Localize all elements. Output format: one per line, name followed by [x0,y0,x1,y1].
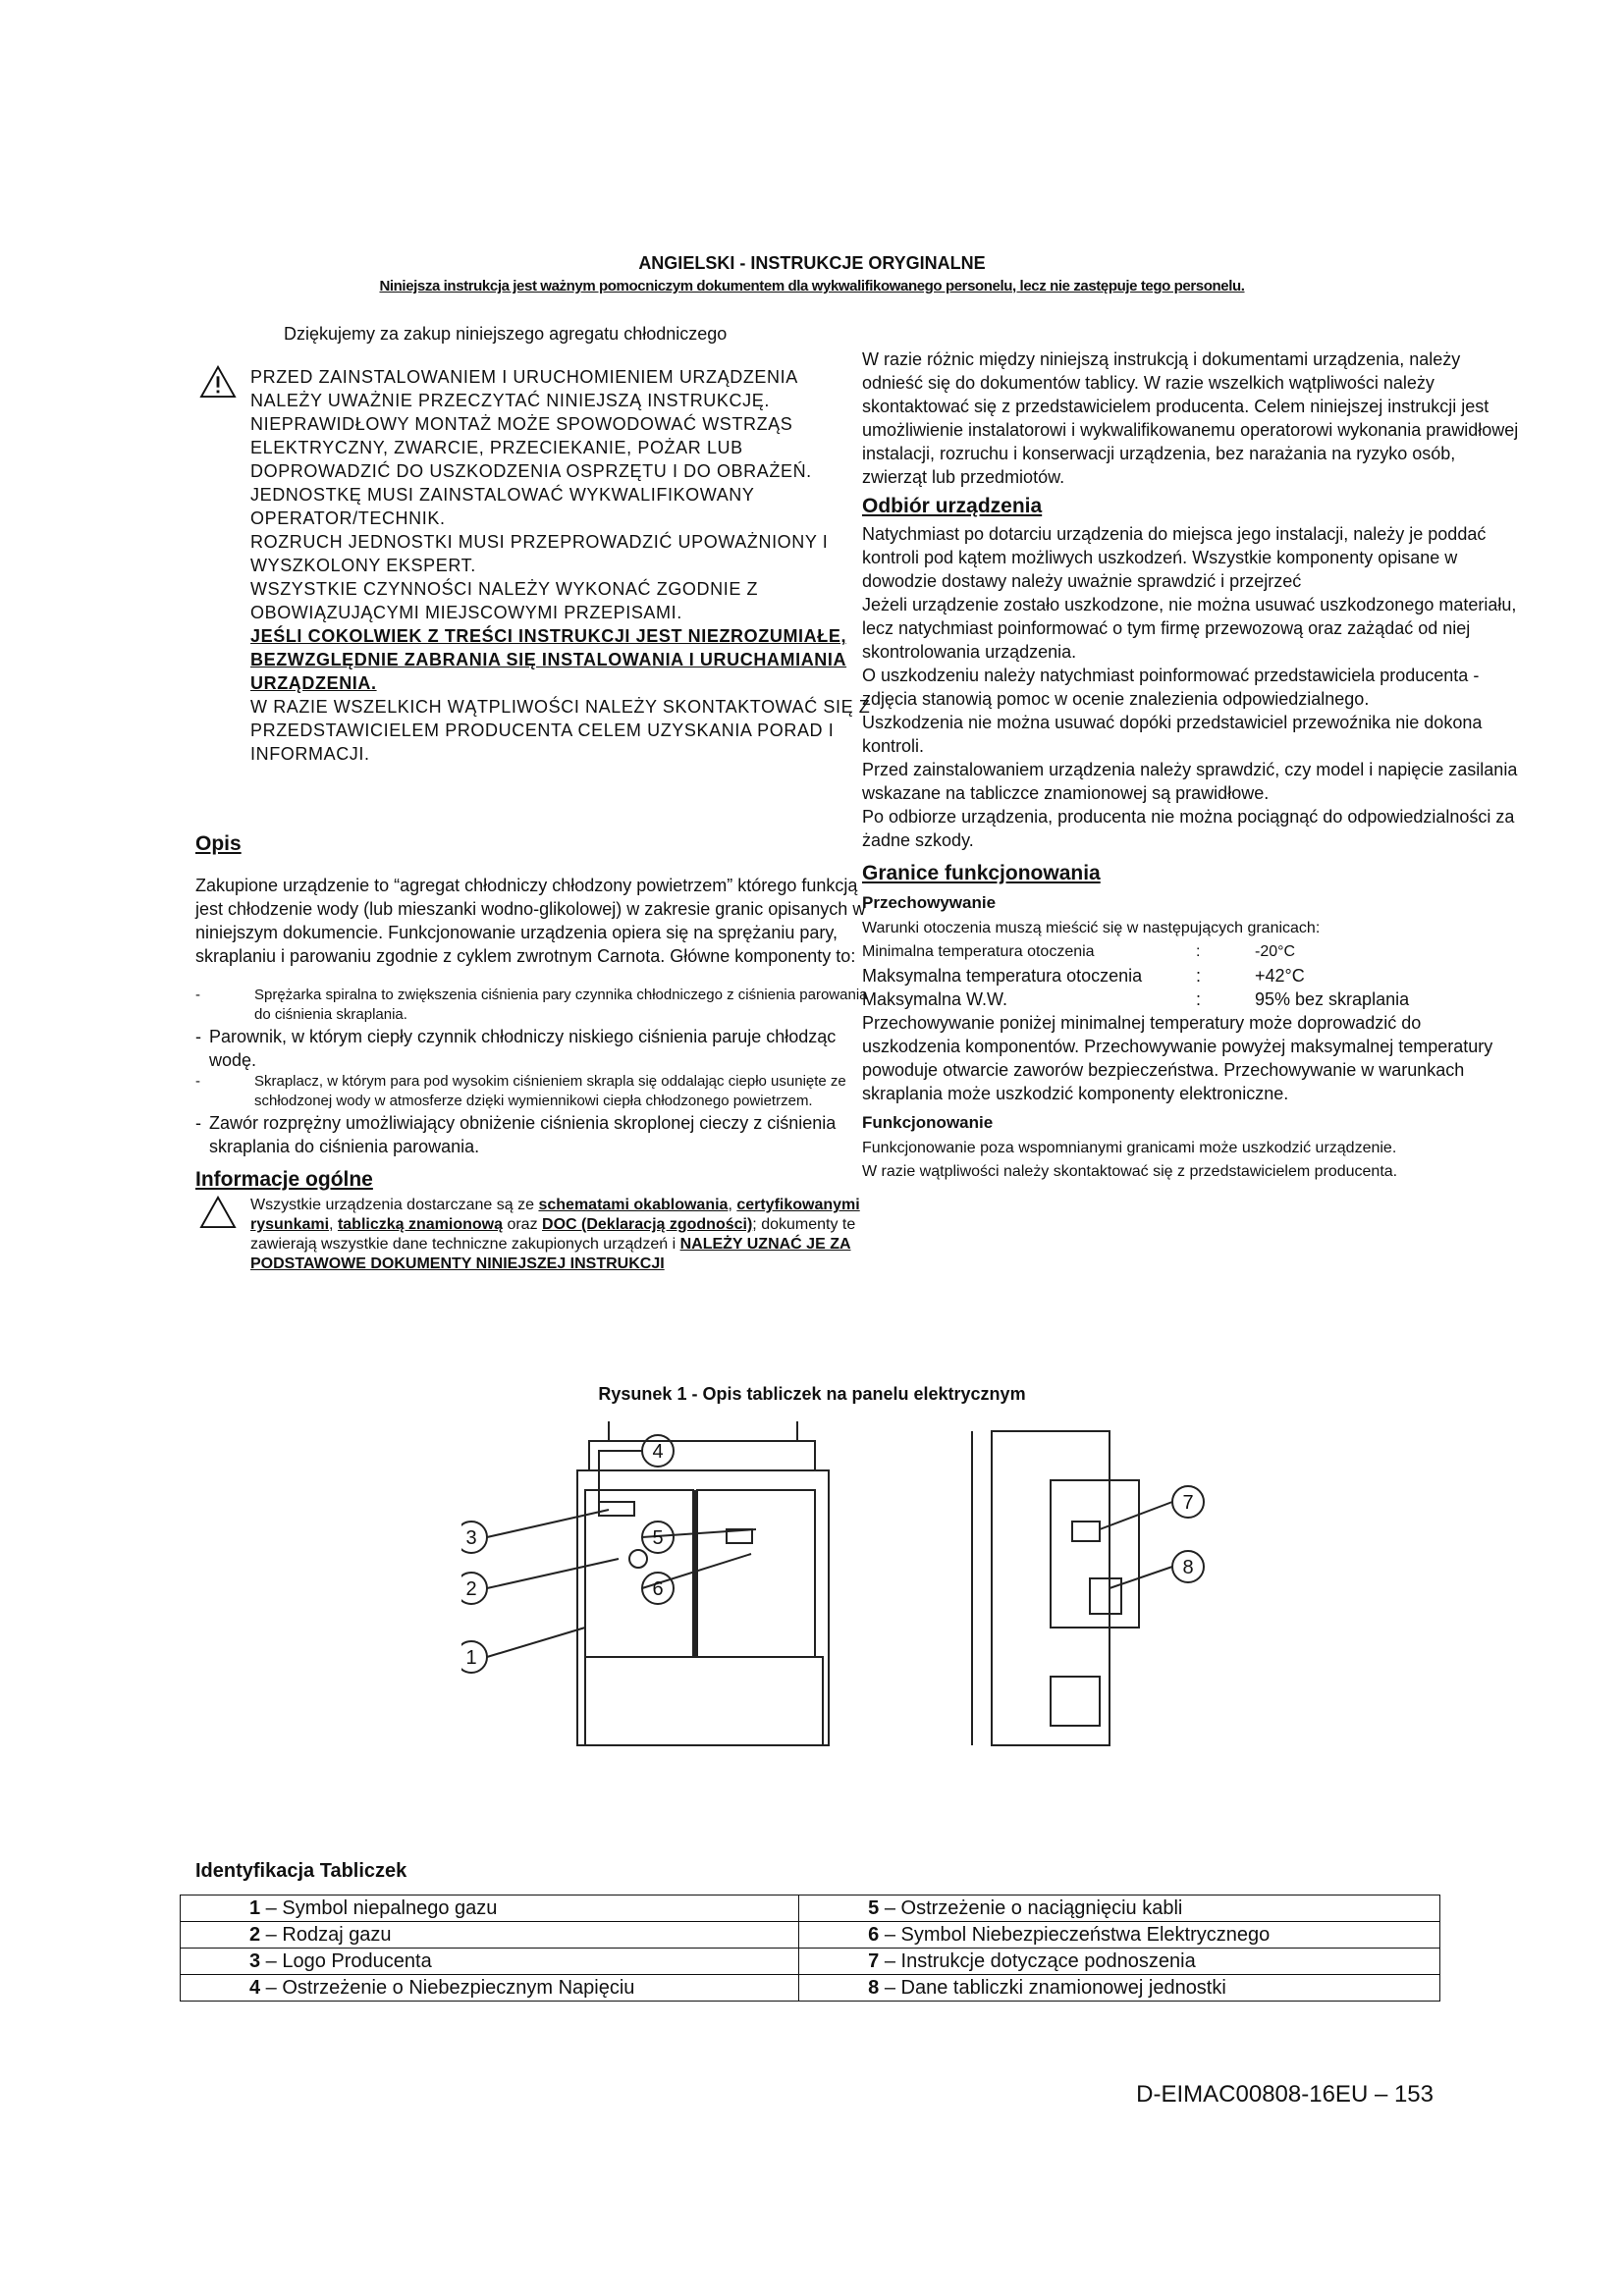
spec-row: Maksymalna temperatura otoczenia : +42°C [862,966,1305,986]
odbior-para: O uszkodzeniu należy natychmiast poinformować przedstawiciela producenta - zdjęcia stanowią pomoc w ocenie znalezienia odpowiedzialnego. [862,666,1480,709]
table-row: 4 – Ostrzeżenie o Niebezpiecznym Napięciu 8 – Dane tabliczki znamionowej jednostki [181,1975,1440,2002]
table-row: 1 – Symbol niepalnego gazu 5 – Ostrzeżenie o naciągnięciu kabli [181,1896,1440,1922]
thanks-text: Dziękujemy za zakup niniejszego agregatu chłodniczego [284,324,728,344]
page-subtitle: Niniejsza instrukcja jest ważnym pomocniczym dokumentem dla wykwalifikowanego personelu, lecz nie zastępuje tego personelu. [379,278,1245,294]
plates-table [180,1895,1440,2002]
callout-label: 5 [652,1527,664,1549]
callout-label: 8 [1182,1557,1194,1578]
page-footer: D-EIMAC00808-16EU – 153 [1136,2081,1434,2108]
opis-text: Zakupione urządzenie to “agregat chłodniczy chłodzony powietrzem” którego funkcją jest chłodzenie wody (lub mieszanki wodno-glikolowej) w zakresie granic opisanych w niniejszym dokumencie. Funkcjonowanie urządzenia opiera się na sprężaniu pary, skraplaniu i parowaniu zgodnie z cyklem zwrotnym Carnota. Główne komponenty to: [195,876,866,966]
warning-line: WSZYSTKIE CZYNNOŚCI NALEŻY WYKONAĆ ZGODNIE Z OBOWIĄZUJĄCYMI MIEJSCOWYMI PRZEPISAMI. [250,579,759,622]
odbior-para: Jeżeli urządzenie zostało uszkodzone, nie można usuwać uszkodzonego materiału, lecz natychmiast poinformować o tym firmę przewozową oraz zażądać od niej skontrolowania urządzenia. [862,595,1517,662]
callout-label: 2 [465,1578,477,1600]
intro-text: W razie różnic między niniejszą instrukcją i dokumentami urządzenia, należy odnieść się do dokumentów tablicy. W razie wszelkich wątpliwości należy skontaktować się z przedstawicielem producenta. Celem niniejszej instrukcji jest umożliwienie instalatorowi i wykwalifikowanemu operatorowi wykonania prawidłowej instalacji, rozruchu i konserwacji urządzenia, bez narażania na ryzyko osób, zwierząt lub przedmiotów. [862,349,1519,487]
warning-line: JEDNOSTKĘ MUSI ZAINSTALOWAĆ WYKWALIFIKOWANY OPERATOR/TECHNIK. [250,485,755,528]
spec-row: Maksymalna W.W. : 95% bez skraplania [862,989,1410,1009]
info-heading: Informacje ogólne [195,1168,373,1191]
odbior-para: Przed zainstalowaniem urządzenia należy sprawdzić, czy model i napięcie zasilania wskazane na tabliczce znamionowej są prawidłowe. [862,760,1518,803]
odbior-para: Natychmiast po dotarciu urządzenia do miejsca jego instalacji, należy je poddać kontroli pod kątem możliwych uszkodzeń. Wszystkie komponenty opisane w dowodzie dostawy należy uważnie sprawdzić i przejrzeć [862,524,1487,591]
right-column [862,347,1520,1184]
list-item: - Sprężarka spiralna to zwiększenia ciśnienia pary czynnika chłodniczego z ciśnienia parowania do ciśnienia skraplania. [195,987,868,1023]
callout-label: 4 [652,1441,664,1463]
table-row: 3 – Logo Producenta 7 – Instrukcje dotyczące podnoszenia [181,1949,1440,1975]
przech-intro: Warunki otoczenia muszą mieścić się w następujących granicach: [862,920,1321,936]
list-item: - Zawór rozprężny umożliwiający obniżenie ciśnienia skroplonej cieczy z ciśnienia skraplania do ciśnienia parowania. [195,1113,837,1156]
funk-heading: Funkcjonowanie [862,1113,994,1132]
list-item: - Skraplacz, w którym para pod wysokim ciśnieniem skrapla się oddalając ciepło usunięte ze schłodzonej wody w atmosferze dzięki wymiennikowi ciepła chłodzonego powietrzem. [195,1073,846,1109]
granice-heading: Granice funkcjonowania [862,862,1101,884]
warning-triangle-icon [199,1196,237,1229]
warning-triangle-icon [199,365,237,399]
callout-label: 1 [465,1647,477,1669]
warning-tail: W RAZIE WSZELKICH WĄTPLIWOŚCI NALEŻY SKONTAKTOWAĆ SIĘ Z PRZEDSTAWICIELEM PRODUCENTA CELEM UZYSKANIA PORAD I INFORMACJI. [250,697,871,764]
opis-heading: Opis [195,832,242,855]
table-row: 2 – Rodzaj gazu 6 – Symbol Niebezpieczeństwa Elektrycznego [181,1922,1440,1949]
unit-diagram [461,1412,1306,1824]
callout-label: 6 [652,1578,664,1600]
funk-text: W razie wątpliwości należy skontaktować się z przedstawicielem producenta. [862,1163,1398,1180]
odbior-para: Uszkodzenia nie można usuwać dopóki przedstawiciel przewoźnika nie dokona kontroli. [862,713,1483,756]
warning-bold: JEŚLI COKOLWIEK Z TREŚCI INSTRUKCJI JEST NIEZROZUMIAŁE, BEZWZGLĘDNIE ZABRANIA SIĘ INSTALOWANIA I URUCHAMIANIA URZĄDZENIA. [250,626,847,693]
page-title: ANGIELSKI - INSTRUKCJE ORYGINALNE [638,253,986,273]
przech-text: Przechowywanie poniżej minimalnej temperatury może doprowadzić do uszkodzenia komponentów. Przechowywanie powyżej maksymalnej temperatury powoduje otwarcie zaworów bezpieczeństwa. Przechowywanie w warunkach skraplania może uszkodzić komponenty elektroniczne. [862,1013,1493,1103]
odbior-heading: Odbiór urządzenia [862,495,1043,517]
opis-section [195,827,873,1274]
info-block: Wszystkie urządzenia dostarczane są ze schematami okablowania, certyfikowanymi rysunkami, tabliczką znamionową oraz DOC (Deklaracją zgodności); dokumenty te zawierają wszystkie dane techniczne zakupionych urządzeń i NALEŻY UZNAĆ JE ZA PODSTAWOWE DOKUMENTY NINIEJSZEJ INSTRUKCJI [195,1196,873,1274]
warning-line: NIEPRAWIDŁOWY MONTAŻ MOŻE SPOWODOWAĆ WSTRZĄS ELEKTRYCZNY, ZWARCIE, PRZECIEKANIE, POŻAR LUB DOPROWADZIĆ DO USZKODZENIA OSPRZĘTU I DO OBRAŻEŃ. [250,414,812,481]
list-item: - Parownik, w którym ciepły czynnik chłodniczy niskiego ciśnienia paruje chłodząc wodę. [195,1027,837,1070]
odbior-para: Po odbiorze urządzenia, producenta nie można pociągnąć do odpowiedzialności za żadne szkody. [862,807,1515,850]
spec-row: Minimalna temperatura otoczenia : -20°C [862,943,1296,960]
ident-heading: Identyfikacja Tabliczek [195,1860,407,1882]
warning-line: PRZED ZAINSTALOWANIEM I URUCHOMIENIEM URZĄDZENIA NALEŻY UWAŻNIE PRZECZYTAĆ NINIEJSZĄ INSTRUKCJĘ. [250,367,797,410]
warning-block [195,365,873,766]
left-column [195,322,873,766]
callout-label: 7 [1182,1492,1194,1514]
funk-text: Funkcjonowanie poza wspomnianymi granicami może uszkodzić urządzenie. [862,1140,1397,1156]
figure-caption: Rysunek 1 - Opis tabliczek na panelu elektrycznym [598,1384,1026,1404]
przech-heading: Przechowywanie [862,893,997,912]
callout-label: 3 [465,1527,477,1549]
warning-line: ROZRUCH JEDNOSTKI MUSI PRZEPROWADZIĆ UPOWAŻNIONY I WYSZKOLONY EKSPERT. [250,532,829,575]
